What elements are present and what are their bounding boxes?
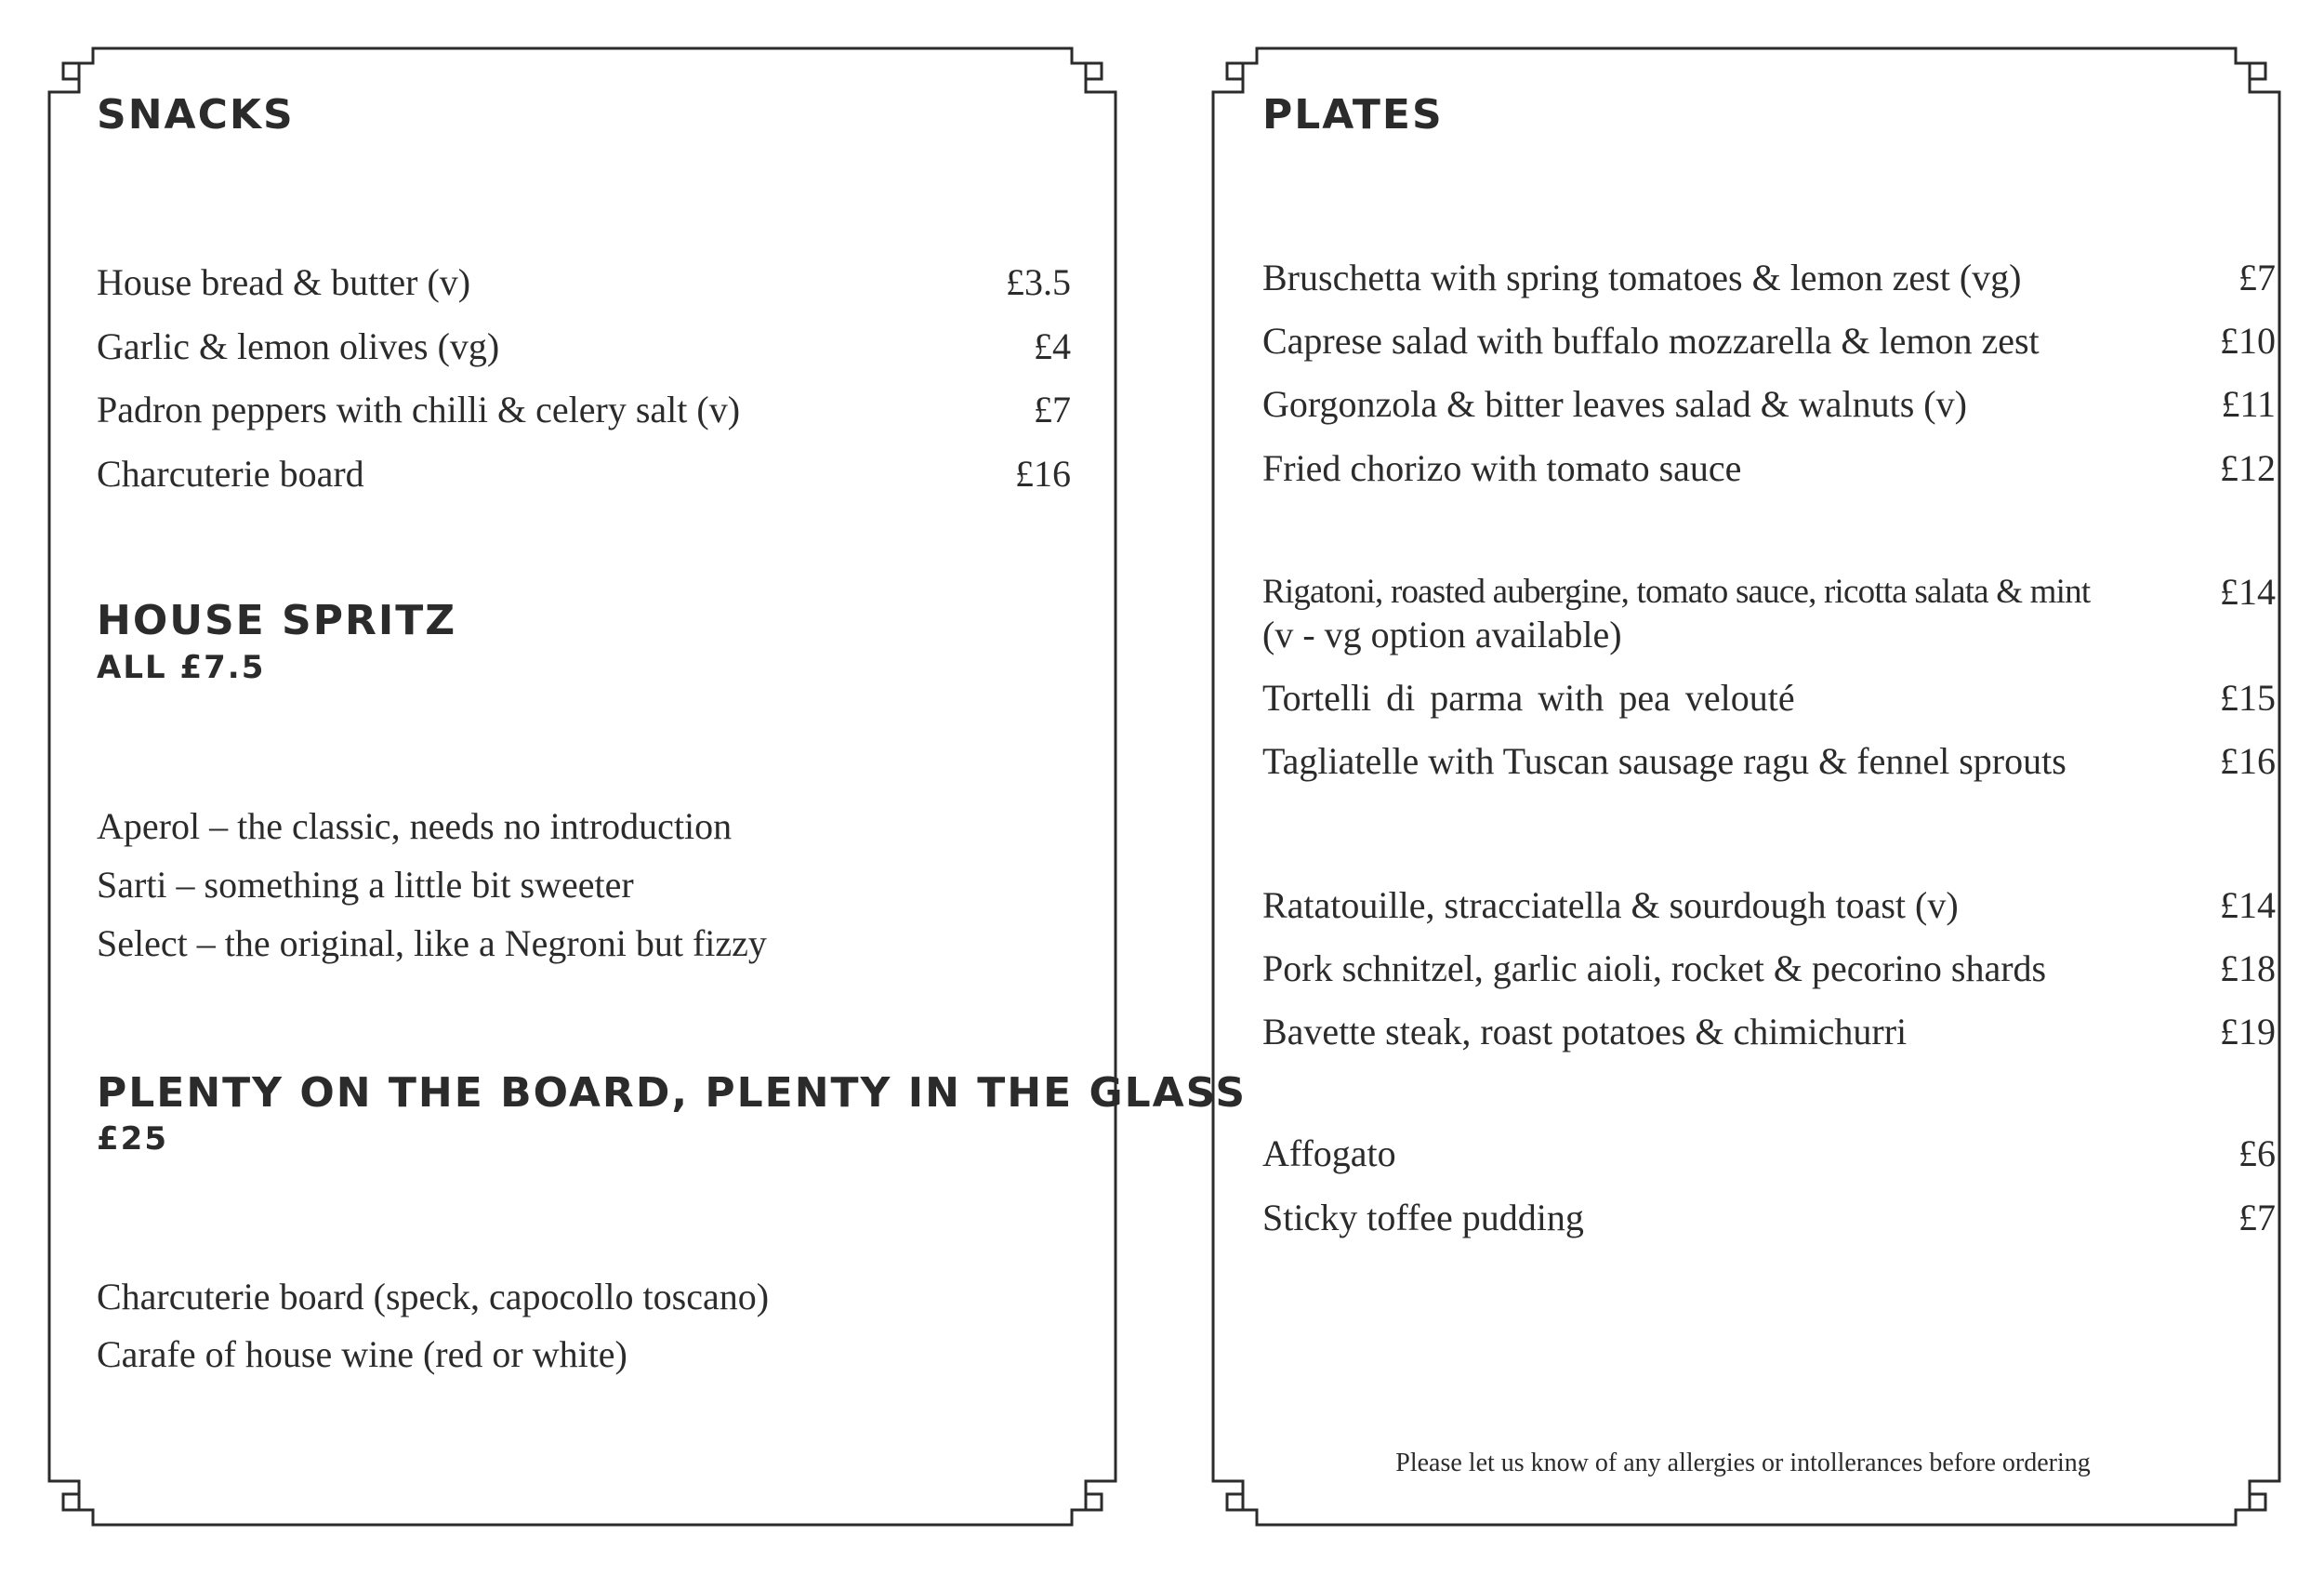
plate-item-name: Gorgonzola & bitter leaves salad & walnuts (v) bbox=[1262, 383, 1967, 425]
snack-item-name: Charcuterie board bbox=[97, 453, 364, 495]
right-menu-page bbox=[1162, 0, 2324, 1575]
spritz-item: Aperol – the classic, needs no introduction bbox=[97, 805, 733, 847]
allergy-note: Please let us know of any allergies or intollerances before ordering bbox=[1395, 1449, 2091, 1477]
plenty-item: Carafe of house wine (red or white) bbox=[97, 1333, 627, 1375]
snack-item-name: Padron peppers with chilli & celery salt (v) bbox=[97, 389, 741, 430]
snack-item-price: £4 bbox=[1034, 325, 1071, 367]
plate-item-price: £11 bbox=[2221, 383, 2276, 425]
plate-item-price: £18 bbox=[2220, 947, 2276, 989]
spritz-subtitle: ALL £7.5 bbox=[97, 649, 266, 686]
plate-item-name: Ratatouille, stracciatella & sourdough toast (v) bbox=[1262, 884, 1959, 926]
plate-item-name: Bavette steak, roast potatoes & chimichurri bbox=[1262, 1011, 1908, 1052]
plate-item-price: £10 bbox=[2220, 320, 2276, 362]
plate-item-price: £12 bbox=[2220, 447, 2276, 489]
plates-heading: PLATES bbox=[1262, 91, 1444, 139]
plate-item-price: £14 bbox=[2220, 884, 2276, 926]
plate-item-note: (v - vg option available) bbox=[1262, 614, 1622, 655]
plate-item-price: £6 bbox=[2238, 1132, 2276, 1174]
plate-item-price: £7 bbox=[2238, 257, 2276, 298]
spritz-item: Sarti – something a little bit sweeter bbox=[97, 864, 634, 906]
plenty-subtitle: £25 bbox=[97, 1120, 168, 1158]
plenty-heading: PLENTY ON THE BOARD, PLENTY IN THE GLASS bbox=[97, 1069, 1248, 1117]
plate-item-price: £19 bbox=[2220, 1011, 2276, 1052]
snack-item-price: £16 bbox=[1015, 453, 1071, 495]
snacks-heading: SNACKS bbox=[97, 91, 295, 139]
plate-item-name: Rigatoni, roasted aubergine, tomato sauce, ricotta salata & mint bbox=[1262, 573, 2091, 611]
plate-item-name: Sticky toffee pudding bbox=[1262, 1197, 1584, 1238]
snack-item-price: £3.5 bbox=[1006, 261, 1071, 303]
plate-item-price: £14 bbox=[2220, 571, 2276, 613]
plate-item-price: £15 bbox=[2220, 677, 2276, 719]
plenty-item: Charcuterie board (speck, capocollo toscano) bbox=[97, 1276, 770, 1317]
plate-item-name: Caprese salad with buffalo mozzarella & lemon zest bbox=[1262, 320, 2040, 362]
plate-item-name: Pork schnitzel, garlic aioli, rocket & pecorino shards bbox=[1262, 947, 2047, 989]
plate-item-name: Bruschetta with spring tomatoes & lemon zest (vg) bbox=[1262, 257, 2022, 298]
plate-item-name: Tortelli di parma with pea velouté bbox=[1262, 677, 1795, 719]
plate-item-name: Tagliatelle with Tuscan sausage ragu & fennel sprouts bbox=[1262, 740, 2067, 782]
snack-item-price: £7 bbox=[1034, 389, 1071, 430]
snack-item-name: House bread & butter (v) bbox=[97, 261, 471, 303]
spritz-item: Select – the original, like a Negroni but fizzy bbox=[97, 922, 767, 964]
plate-item-price: £16 bbox=[2220, 740, 2276, 782]
snack-item-name: Garlic & lemon olives (vg) bbox=[97, 325, 500, 367]
plate-item-name: Affogato bbox=[1262, 1132, 1396, 1174]
plate-item-price: £7 bbox=[2238, 1197, 2276, 1238]
plate-item-name: Fried chorizo with tomato sauce bbox=[1262, 447, 1742, 489]
spritz-heading: HOUSE SPRITZ bbox=[97, 597, 457, 644]
